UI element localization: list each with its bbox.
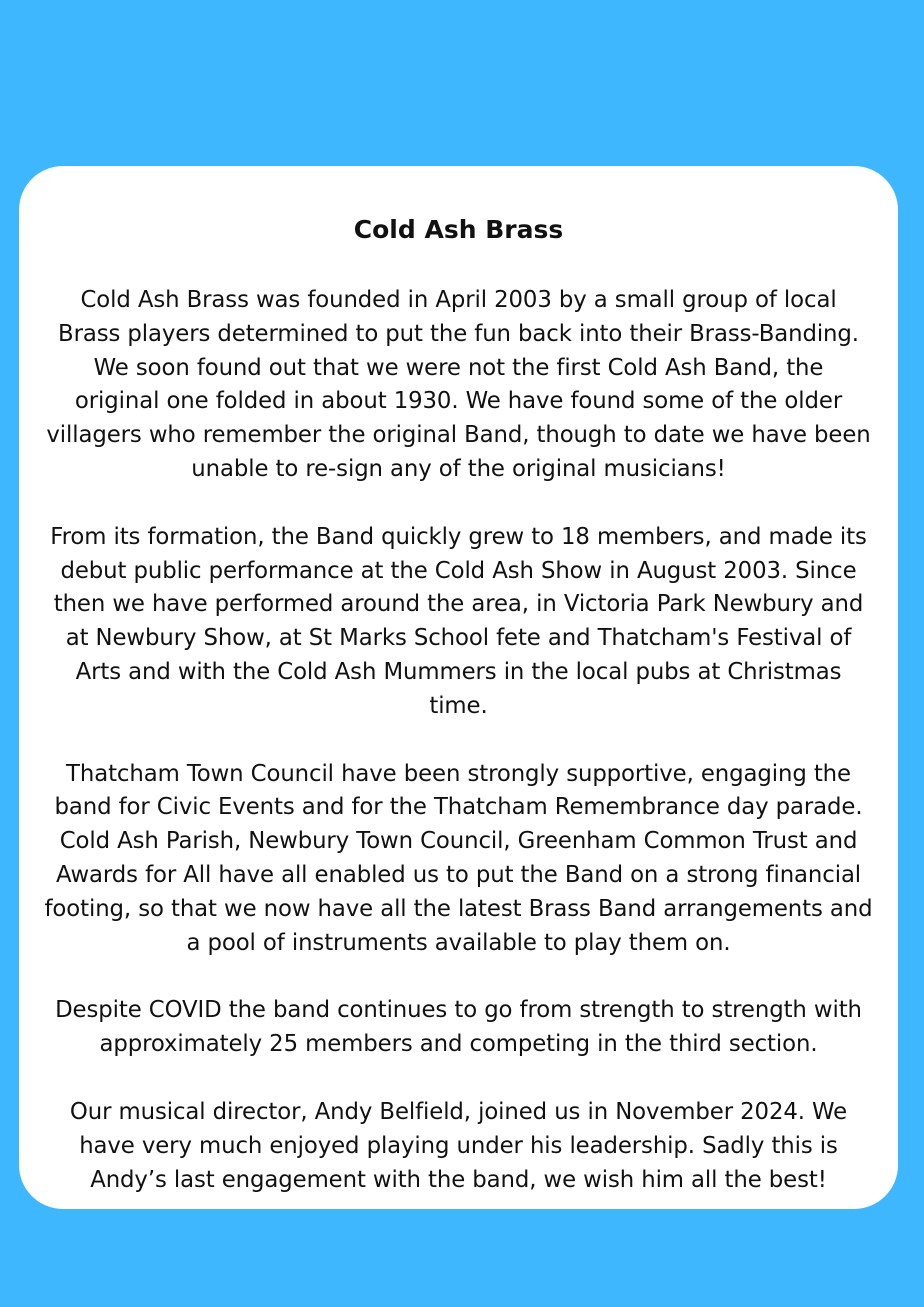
paragraph-line: Cold Ash Parish, Newbury Town Council, Greenham Common Trust and — [59, 828, 858, 855]
paragraph-line: a pool of instruments available to play them on. — [186, 929, 731, 956]
paragraph-line: Our musical director, Andy Belfield, joined us in November 2024. We — [69, 1098, 848, 1125]
paragraph-line: Awards for All have all enabled us to put the Band on a strong financial — [55, 861, 862, 888]
paragraph-line: original one folded in about 1930. We have found some of the older — [74, 388, 843, 415]
paragraph-4 — [19, 994, 898, 1062]
paragraph-line: band for Civic Events and for the Thatcham Remembrance day parade. — [54, 794, 863, 821]
paragraph-line: footing, so that we now have all the latest Brass Band arrangements and — [44, 895, 873, 922]
paragraph-3 — [19, 758, 898, 961]
paragraph-5 — [19, 1096, 898, 1197]
paragraph-line: unable to re-sign any of the original musicians! — [191, 455, 726, 482]
paragraph-2 — [19, 521, 898, 724]
paragraph-line: at Newbury Show, at St Marks School fete and Thatcham's Festival of — [65, 625, 852, 652]
paragraph-line: villagers who remember the original Band, though to date we have been — [46, 422, 871, 449]
paragraph-line: Arts and with the Cold Ash Mummers in the local pubs at Christmas — [75, 658, 842, 685]
paragraph-line: We soon found out that we were not the first Cold Ash Band, the — [93, 354, 824, 381]
paragraph-line: Brass players determined to put the fun back into their Brass-Banding. — [58, 320, 859, 347]
paragraph-line: approximately 25 members and competing in the third section. — [99, 1031, 818, 1058]
document-body — [19, 284, 898, 1197]
content-card — [19, 166, 898, 1209]
paragraph-1 — [19, 284, 898, 487]
paragraph-line: have very much enjoyed playing under his leadership. Sadly this is — [79, 1132, 838, 1159]
paragraph-line: Despite COVID the band continues to go from strength to strength with — [55, 997, 862, 1024]
paragraph-line: Andy’s last engagement with the band, we wish him all the best! — [90, 1166, 827, 1193]
paragraph-line: From its formation, the Band quickly grew to 18 members, and made its — [50, 523, 867, 550]
paragraph-line: Thatcham Town Council have been strongly supportive, engaging the — [66, 760, 851, 787]
paragraph-line: time. — [429, 692, 488, 719]
paragraph-line: Cold Ash Brass was founded in April 2003 by a small group of local — [80, 287, 837, 313]
paragraph-line: debut public performance at the Cold Ash Show in August 2003. Since — [60, 557, 857, 584]
document-title: Cold Ash Brass — [353, 215, 564, 244]
paragraph-line: then we have performed around the area, in Victoria Park Newbury and — [53, 591, 864, 618]
